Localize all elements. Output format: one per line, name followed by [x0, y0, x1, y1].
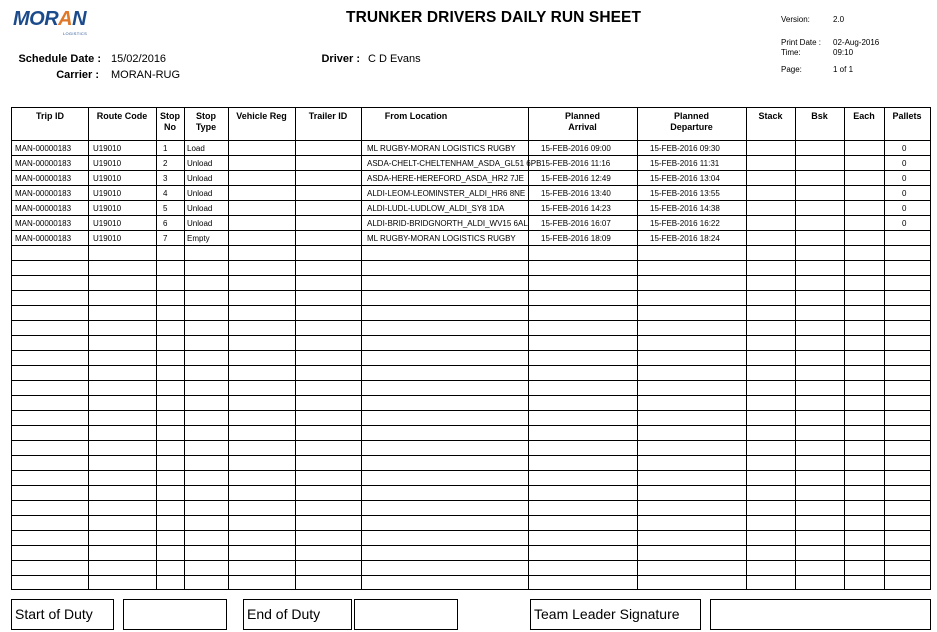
cell-planned-arrival: 15-FEB-2016 12:49 [541, 174, 611, 183]
driver-value: C D Evans [368, 53, 421, 65]
cell-trip-id: MAN-00000183 [15, 159, 72, 168]
cell-trip-id: MAN-00000183 [15, 144, 72, 153]
cell-stop-no: 1 [163, 144, 168, 153]
col-pallets: Pallets [892, 111, 922, 121]
cell-stop-type: Unload [187, 219, 213, 228]
cell-planned-departure: 15-FEB-2016 14:38 [650, 204, 720, 213]
cell-trip-id: MAN-00000183 [15, 234, 72, 243]
cell-stop-no: 2 [163, 159, 168, 168]
cell-trip-id: MAN-00000183 [15, 189, 72, 198]
logo-subtext: LOGISTICS [63, 31, 88, 36]
cell-planned-arrival: 15-FEB-2016 13:40 [541, 189, 611, 198]
time-label: Time: [781, 48, 801, 57]
col-trailer-id: Trailer ID [308, 111, 348, 121]
col-from-location: From Location [384, 111, 448, 121]
page-value: 1 of 1 [833, 65, 854, 74]
schedule-date-label: Schedule Date : [18, 53, 101, 65]
cell-stop-type: Unload [187, 189, 213, 198]
col-each: Each [853, 111, 875, 121]
driver-label: Driver : [321, 53, 360, 65]
cell-stop-no: 7 [163, 234, 168, 243]
cell-stop-type: Load [187, 144, 205, 153]
schedule-date-value: 15/02/2016 [111, 53, 167, 65]
team-leader-signature-label: Team Leader Signature [534, 606, 680, 622]
cell-from-location: ASDA-CHELT-CHELTENHAM_ASDA_GL51 6PB [367, 159, 542, 168]
end-of-duty-label: End of Duty [247, 606, 321, 622]
cell-route-code: U19010 [93, 189, 122, 198]
cell-stop-no: 4 [163, 189, 168, 198]
cell-stop-type: Unload [187, 159, 213, 168]
time-value: 09:10 [833, 48, 854, 57]
carrier-value: MORAN-RUG [111, 69, 181, 81]
cell-trip-id: MAN-00000183 [15, 204, 72, 213]
cell-planned-arrival: 15-FEB-2016 11:16 [541, 159, 611, 168]
cell-from-location: ML RUGBY-MORAN LOGISTICS RUGBY [367, 144, 516, 153]
cell-planned-departure: 15-FEB-2016 09:30 [650, 144, 720, 153]
start-of-duty-field[interactable] [123, 599, 227, 630]
col-route-code: Route Code [96, 111, 148, 121]
col-planned-arrival: Planned Arrival [564, 111, 600, 132]
col-stack: Stack [758, 111, 783, 121]
col-stop-no: Stop No [160, 111, 180, 132]
cell-stop-type: Unload [187, 204, 213, 213]
col-bsk: Bsk [811, 111, 828, 121]
print-date-label: Print Date : [781, 38, 822, 47]
moran-logo [13, 8, 93, 34]
start-of-duty-label: Start of Duty [15, 606, 93, 622]
team-leader-signature-field[interactable] [710, 599, 931, 630]
cell-planned-arrival: 15-FEB-2016 16:07 [541, 219, 611, 228]
col-trip-id: Trip ID [35, 111, 64, 121]
cell-planned-departure: 15-FEB-2016 11:31 [650, 159, 720, 168]
page-label: Page: [781, 65, 802, 74]
cell-trip-id: MAN-00000183 [15, 219, 72, 228]
run-sheet-table [11, 107, 931, 590]
logo-wordmark: MORAN [13, 8, 87, 30]
cell-planned-arrival: 15-FEB-2016 14:23 [541, 204, 611, 213]
cell-pallets: 0 [902, 159, 907, 168]
cell-pallets: 0 [902, 219, 907, 228]
cell-from-location: ASDA-HERE-HEREFORD_ASDA_HR2 7JE [367, 174, 524, 183]
cell-stop-no: 6 [163, 219, 168, 228]
cell-planned-departure: 15-FEB-2016 13:04 [650, 174, 720, 183]
cell-trip-id: MAN-00000183 [15, 174, 72, 183]
cell-from-location: ALDI-BRID-BRIDGNORTH_ALDI_WV15 6AL [367, 219, 528, 228]
cell-route-code: U19010 [93, 234, 122, 243]
end-of-duty-field[interactable] [354, 599, 458, 630]
version-value: 2.0 [833, 15, 845, 24]
cell-route-code: U19010 [93, 159, 122, 168]
carrier-label: Carrier : [56, 69, 99, 81]
cell-route-code: U19010 [93, 144, 122, 153]
print-date-value: 02-Aug-2016 [833, 38, 880, 47]
col-vehicle-reg: Vehicle Reg [236, 111, 287, 121]
end-of-duty-box [243, 599, 352, 630]
cell-stop-no: 3 [163, 174, 168, 183]
cell-pallets: 0 [902, 204, 907, 213]
cell-pallets: 0 [902, 144, 907, 153]
cell-from-location: ALDI-LUDL-LUDLOW_ALDI_SY8 1DA [367, 204, 505, 213]
cell-from-location: ALDI-LEOM-LEOMINSTER_ALDI_HR6 8NE [367, 189, 526, 198]
cell-stop-type: Empty [187, 234, 210, 243]
cell-planned-departure: 15-FEB-2016 13:55 [650, 189, 720, 198]
cell-stop-no: 5 [163, 204, 168, 213]
cell-planned-departure: 15-FEB-2016 16:22 [650, 219, 720, 228]
cell-pallets: 0 [902, 174, 907, 183]
col-stop-type: Stop Type [195, 111, 217, 132]
team-leader-signature-box [530, 599, 701, 630]
cell-from-location: ML RUGBY-MORAN LOGISTICS RUGBY [367, 234, 516, 243]
cell-route-code: U19010 [93, 174, 122, 183]
page-title: TRUNKER DRIVERS DAILY RUN SHEET [346, 9, 642, 26]
cell-stop-type: Unload [187, 174, 213, 183]
col-planned-departure: Planned Departure [670, 111, 713, 132]
cell-planned-arrival: 15-FEB-2016 09:00 [541, 144, 611, 153]
cell-planned-departure: 15-FEB-2016 18:24 [650, 234, 720, 243]
start-of-duty-box [11, 599, 114, 630]
version-label: Version: [781, 15, 810, 24]
cell-route-code: U19010 [93, 219, 122, 228]
cell-planned-arrival: 15-FEB-2016 18:09 [541, 234, 611, 243]
cell-pallets: 0 [902, 189, 907, 198]
cell-route-code: U19010 [93, 204, 122, 213]
